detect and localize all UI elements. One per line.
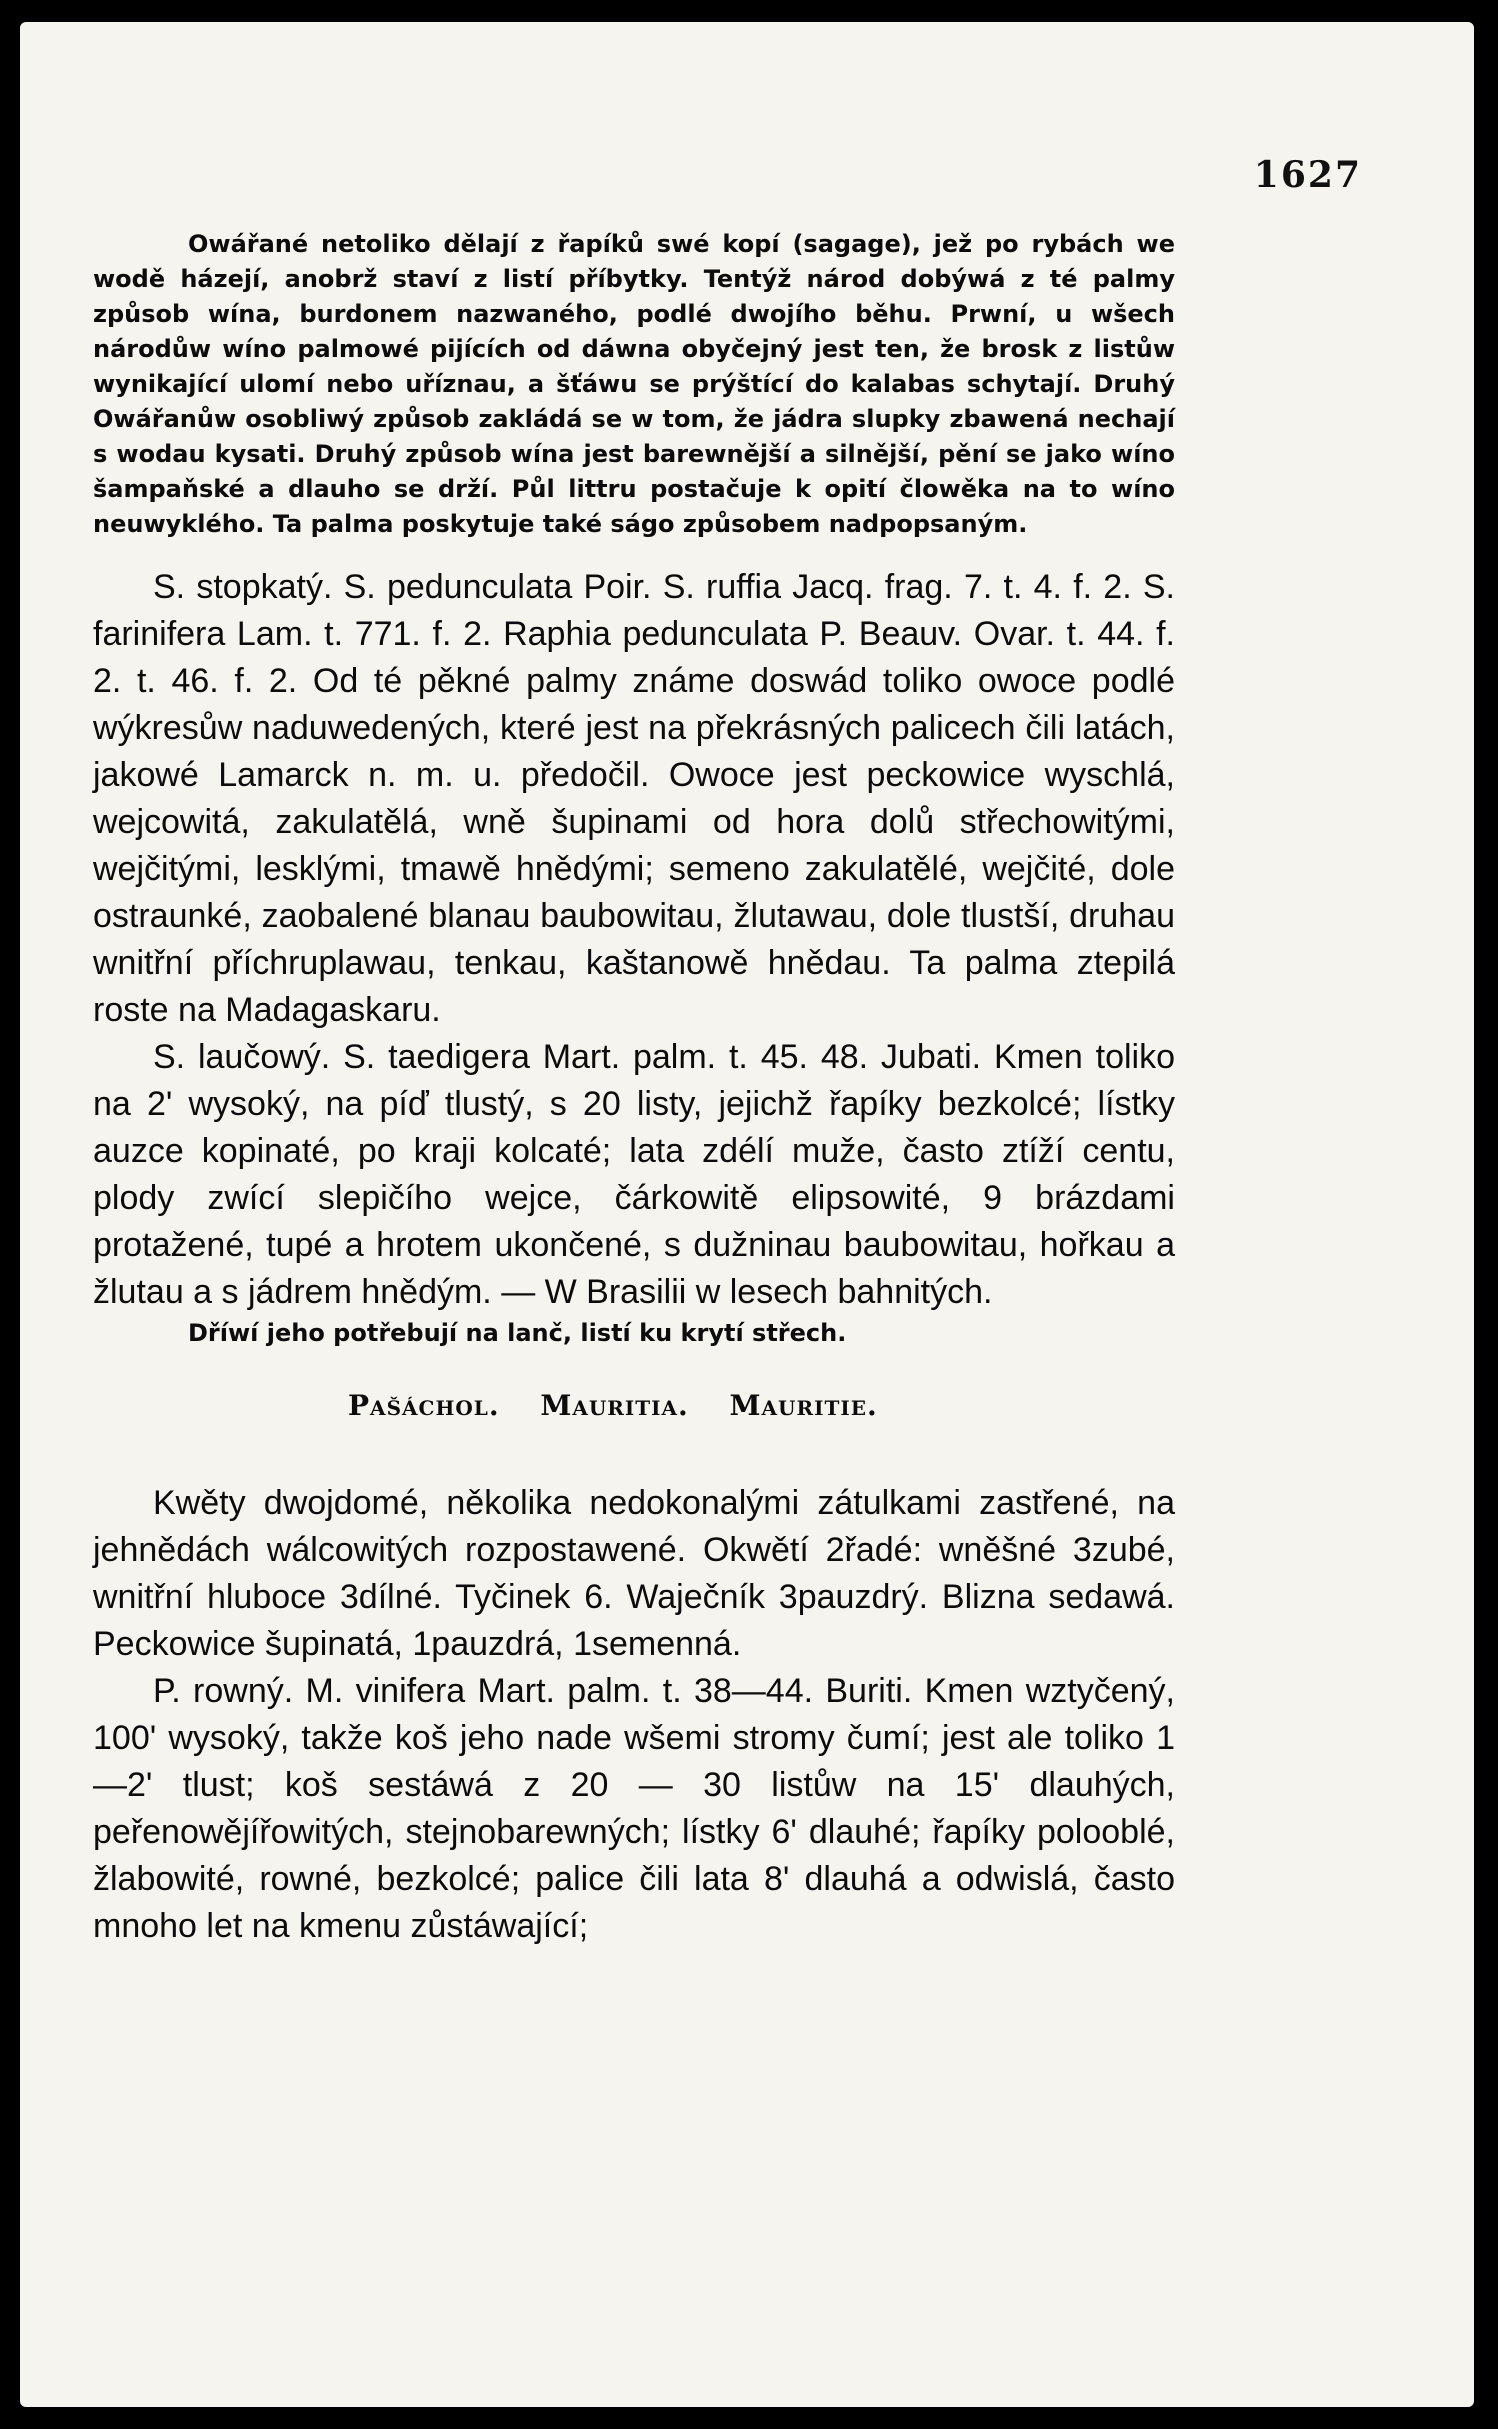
- paragraph-mauritia-description: Kwěty dwojdomé, několika nedokonalými zátulkami zastřené, na jehnědách wálcowitých rozpostawené. Okwětí 2řadé: wněšné 3zubé, wnitřní hluboce 3dílné. Tyčinek 6. Waječník 3pauzdrý. Blizna sedawá. Peckowice šupinatá, 1pauzdrá, 1semenná.: [93, 1484, 1175, 1663]
- genus-heading-latin: Mauritia.: [540, 1389, 689, 1422]
- genus-heading-czech-alt: Mauritie.: [729, 1389, 878, 1422]
- genus-heading: [93, 1389, 1175, 1422]
- page-number: 1627: [1253, 154, 1362, 196]
- paragraph-wood-use-note: Dříwí jeho potřebují na lanč, listí ku krytí střech.: [188, 1319, 847, 1347]
- paragraph-sagus-taedigera: S. laučowý. S. taedigera Mart. palm. t. 45. 48. Jubati. Kmen toliko na 2' wysoký, na píď tlustý, s 20 listy, jejichž řapíky bezkolcé; lístky auzce kopinaté, po kraji kolcaté; lata zdélí muže, často ztíží centu, plody zwící slepičího wejce, čárkowitě elipsowité, 9 brázdami protažené, tupé a hrotem ukončené, s dužninau baubowitau, hořkau a žlutau a s jádrem hnědým. — W Brasilii w lesech bahnitých.: [93, 1038, 1175, 1311]
- book-page: [20, 22, 1474, 2407]
- text-column: [93, 227, 1175, 1950]
- genus-heading-czech: Pašáchol.: [348, 1389, 500, 1422]
- paragraph-sagus-pedunculata: S. stopkatý. S. pedunculata Poir. S. ruffia Jacq. frag. 7. t. 4. f. 2. S. farinifera Lam. t. 771. f. 2. Raphia pedunculata P. Beauv. Ovar. t. 44. f. 2. t. 46. f. 2. Od té pěkné palmy známe doswád toliko owoce podlé wýkresůw naduwedených, které jest na překrásných palicech čili latách, jakowé Lamarck n. m. u. předočil. Owoce jest peckowice wyschlá, wejcowitá, zakulatělá, wně šupinami od hora dolů střechowitými, wejčitými, lesklými, tmawě hnědými; semeno zakulatělé, wejčité, dole ostraunké, zaobalené blanau baubowitau, žlutawau, dole tlustší, druhau wnitřní příchruplawau, tenkau, kaštanowě hnědau. Ta palma ztepilá roste na Madagaskaru.: [93, 568, 1175, 1029]
- paragraph-mauritia-vinifera: P. rowný. M. vinifera Mart. palm. t. 38—44. Buriti. Kmen wztyčený, 100' wysoký, takže koš jeho nade wšemi stromy čumí; jest ale toliko 1—2' tlust; koš sestáwá z 20 — 30 listůw na 15' dlauhých, peřenowějířowitých, stejnobarewných; lístky 6' dlauhé; řapíky polooblé, žlabowité, rowné, bezkolcé; palice čili lata 8' dlauhá a odwislá, často mnoho let na kmenu zůstáwající;: [93, 1672, 1175, 1945]
- paragraph-owarane-wine: Owářané netoliko dělají z řapíků swé kopí (sagage), jež po rybách we wodě házejí, anobrž staví z listí příbytky. Tentýž národ dobýwá z té palmy způsob wína, burdonem nazwaného, podlé dwojího běhu. Prwní, u wšech národůw wíno palmowé pijících od dáwna obyčejný jest ten, že brosk z listůw wynikající ulomí nebo uříznau, a šťáwu se prýštící do kalabas schytají. Druhý Owářanůw osobliwý způsob zakládá se w tom, že jádra slupky zbawená nechají s wodau kysati. Druhý způsob wína jest barewnější a silnější, pění se jako wíno šampaňské a dlauho se drží. Půl littru postačuje k opití člowěka na to wíno neuwyklého. Ta palma poskytuje také ságo způsobem nadpopsaným.: [93, 230, 1175, 538]
